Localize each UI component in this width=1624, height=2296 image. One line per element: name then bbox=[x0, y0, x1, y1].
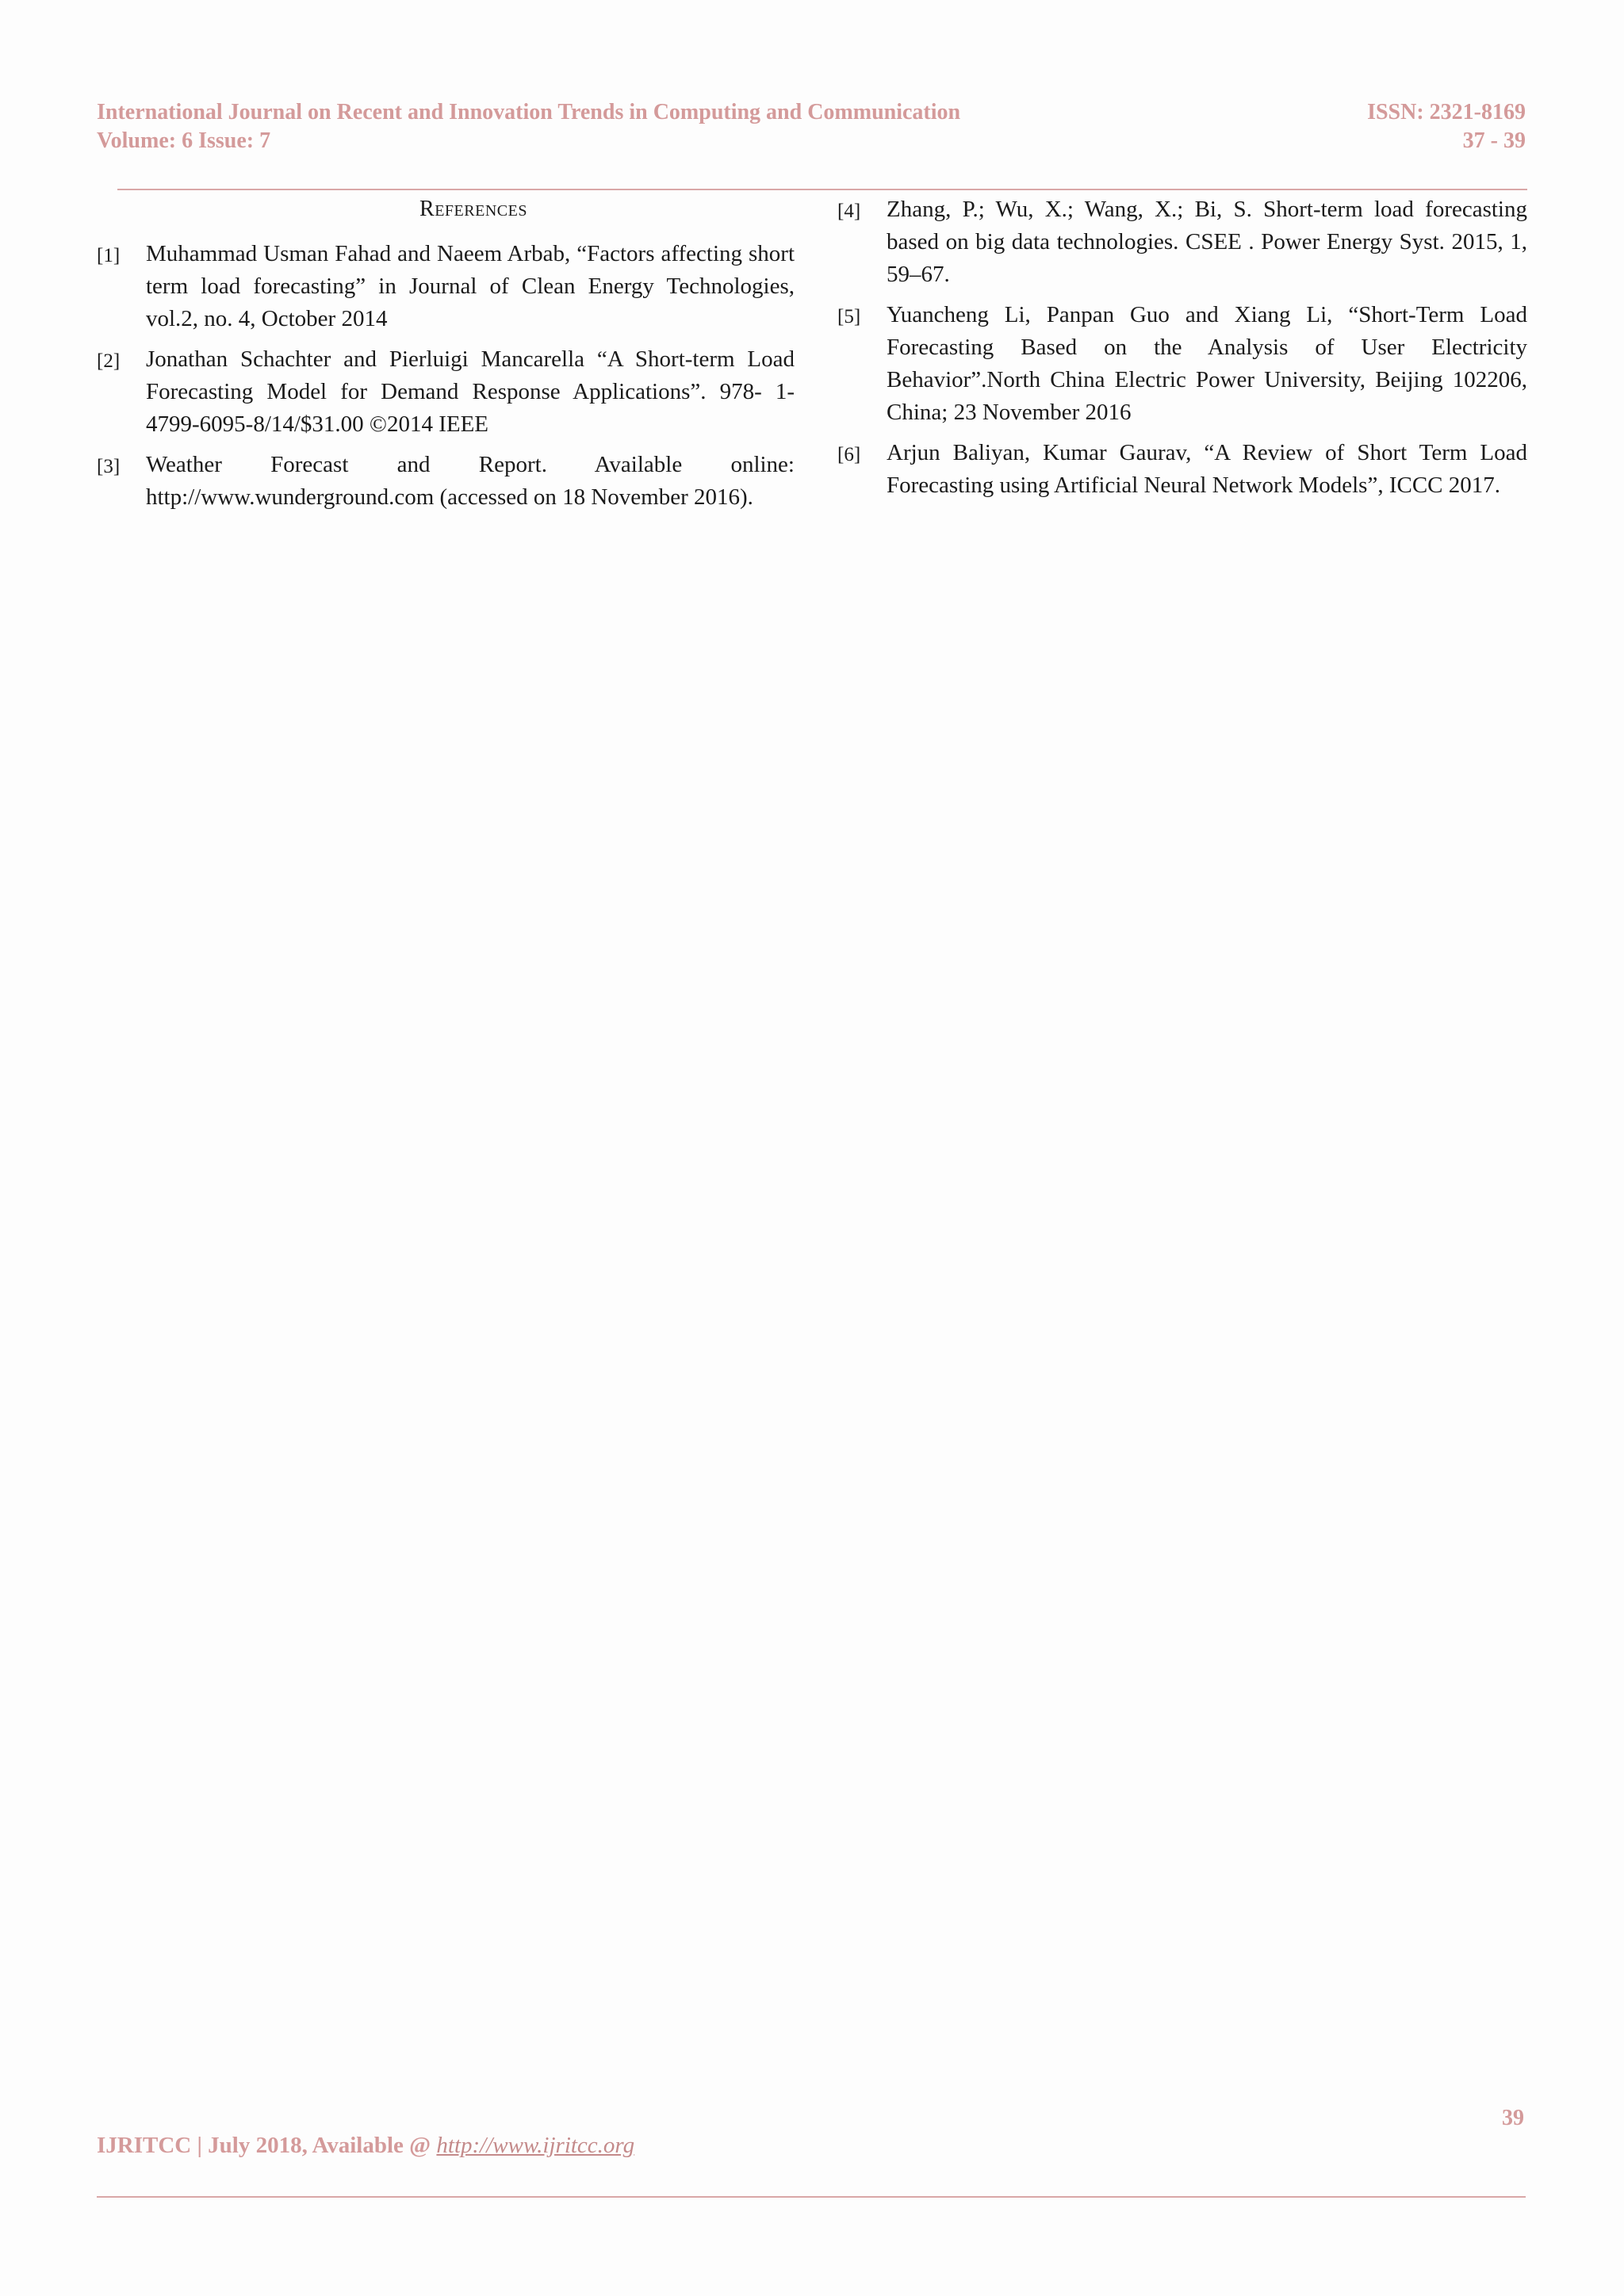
reference-text: Arjun Baliyan, Kumar Gaurav, “A Review of Short Term Load Forecasting using Artificial Neural Network Models”, ICCC 2017. bbox=[887, 440, 1527, 498]
journal-title: International Journal on Recent and Innovation Trends in Computing and Communication bbox=[97, 100, 961, 124]
footer-text: IJRITCC | July 2018, Available @ bbox=[97, 2133, 437, 2158]
running-header-left bbox=[97, 98, 960, 155]
reference-number: [2] bbox=[97, 350, 121, 372]
left-column bbox=[97, 193, 795, 522]
footer-rule bbox=[97, 2196, 1526, 2198]
footer-link[interactable]: http://www.ijritcc.org bbox=[436, 2133, 635, 2158]
references-heading: References bbox=[419, 197, 527, 221]
reference-item bbox=[837, 299, 1527, 429]
page-number: 39 bbox=[1502, 2106, 1524, 2130]
reference-item bbox=[97, 238, 795, 335]
reference-text: Yuancheng Li, Panpan Guo and Xiang Li, “Short-Term Load Forecasting Based on the Analysis of User Electricity Behavior”.North China Electric Power University, Beijing 102206, China; 23 November 2016 bbox=[887, 302, 1527, 425]
issn: ISSN: 2321-8169 bbox=[1367, 100, 1526, 124]
reference-text: Jonathan Schachter and Pierluigi Mancarella “A Short-term Load Forecasting Model for Demand Response Applications”. 978- 1- 4799-6095-8/14/$31.00 ©2014 IEEE bbox=[146, 346, 795, 437]
page-range: 37 - 39 bbox=[1462, 128, 1526, 153]
running-header-right bbox=[1367, 98, 1526, 155]
footer bbox=[97, 2133, 634, 2159]
reference-item bbox=[97, 343, 795, 441]
reference-number: [1] bbox=[97, 245, 121, 266]
reference-number: [3] bbox=[97, 456, 121, 477]
header-rule bbox=[117, 189, 1527, 190]
reference-text: Weather Forecast and Report. Available online: http://www.wunderground.com (accessed on 18 November 2016). bbox=[146, 452, 795, 510]
reference-text: Zhang, P.; Wu, X.; Wang, X.; Bi, S. Short-term load forecasting based on big data technologies. CSEE . Power Energy Syst. 2015, 1, 59–67. bbox=[887, 197, 1527, 287]
reference-item bbox=[97, 449, 795, 514]
reference-number: [4] bbox=[837, 201, 861, 222]
reference-item bbox=[837, 437, 1527, 502]
reference-item bbox=[837, 193, 1527, 291]
reference-number: [5] bbox=[837, 306, 861, 327]
volume-issue: Volume: 6 Issue: 7 bbox=[97, 128, 271, 153]
reference-text: Muhammad Usman Fahad and Naeem Arbab, “Factors affecting short term load forecasting” in Journal of Clean Energy Technologies, vol.2, no. 4, October 2014 bbox=[146, 241, 795, 331]
right-column bbox=[837, 193, 1527, 510]
reference-number: [6] bbox=[837, 444, 861, 465]
